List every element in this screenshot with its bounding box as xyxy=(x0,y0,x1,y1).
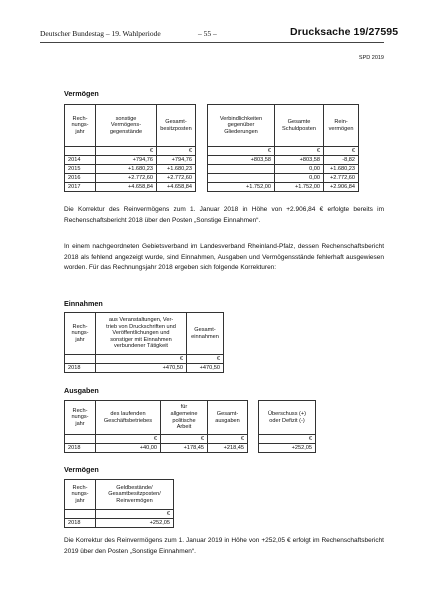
header-rule xyxy=(40,42,384,43)
unit-cell: € xyxy=(96,355,187,364)
table-header: Rech- nungs- jahr xyxy=(65,480,96,510)
table-ausgaben xyxy=(64,400,248,453)
table-row xyxy=(208,174,359,183)
paragraph: In einem nachgeordneten Gebietsverband im Landesverband Rheinland-Pfalz, dessen Rechenschaftsbericht 2018 als fehlend angezeigt wurde, sind Einnahmen, Ausgaben und Vermögensstände fehlerhaft ausgewiesen worden. Für das Rechnungsjahr 2018 ergeben sich folgende Korrekturen: xyxy=(64,243,384,271)
table-header: Gesamte Schuldposten xyxy=(275,105,324,147)
table-cell: 0,00 xyxy=(275,165,324,174)
table-cell: +470,50 xyxy=(96,364,187,373)
paragraph: Die Korrektur des Reinvermögens zum 1. Januar 2018 in Höhe von +2.906,84 € erfolgte bereits im Rechenschaftsbericht 2018 über den Posten „Sonstige Einnahmen“. xyxy=(64,206,384,224)
table-header: Rech- nungs- jahr xyxy=(65,313,96,355)
table-row xyxy=(65,165,196,174)
table-cell: +1.680,23 xyxy=(157,165,196,174)
table-cell: +1.752,00 xyxy=(208,183,275,192)
table-row xyxy=(65,183,196,192)
table-cell: 2014 xyxy=(65,156,96,165)
table-row xyxy=(65,444,248,453)
table-header: sonstige Vermögens- gegenstände xyxy=(96,105,157,147)
table-cell: +40,00 xyxy=(96,444,161,453)
section-heading-ausgaben: Ausgaben xyxy=(64,386,99,395)
table-row xyxy=(65,519,174,528)
table-header: Gesamt- ausgaben xyxy=(208,401,248,435)
table-header: Rein- vermögen xyxy=(324,105,359,147)
document-number: Drucksache 19/27595 xyxy=(290,26,399,38)
table-cell: +2.772,60 xyxy=(157,174,196,183)
unit-cell: € xyxy=(161,435,208,444)
table-header: Gesamt- besitzposten xyxy=(157,105,196,147)
table-cell: -8,82 xyxy=(324,156,359,165)
table-cell: +470,50 xyxy=(187,364,224,373)
table-cell: +1.680,23 xyxy=(324,165,359,174)
table-cell: 2018 xyxy=(65,444,96,453)
table-cell: +2.906,84 xyxy=(324,183,359,192)
table-vermoegen-schulden xyxy=(207,104,359,192)
table-cell: +794,76 xyxy=(96,156,157,165)
table-vermoegen-besitz xyxy=(64,104,196,192)
unit-cell: € xyxy=(96,435,161,444)
table-cell: 2016 xyxy=(65,174,96,183)
table-header: aus Veranstaltungen, Ver- trieb von Druckschriften und Veröffentlichungen und sonstiger mit Einnahmen verbundener Tätigkeit xyxy=(96,313,187,355)
party-label: SPD 2019 xyxy=(358,55,384,61)
unit-cell: € xyxy=(157,147,196,156)
table-header: Verbindlichkeiten gegenüber Gliederungen xyxy=(208,105,275,147)
table-cell: 2015 xyxy=(65,165,96,174)
table-vermoegen-2018 xyxy=(64,479,174,528)
unit-cell: € xyxy=(208,147,275,156)
table-einnahmen xyxy=(64,312,224,373)
page-number: – 55 – xyxy=(198,29,217,38)
unit-cell: € xyxy=(187,355,224,364)
table-row xyxy=(65,174,196,183)
table-cell: +1.680,23 xyxy=(96,165,157,174)
section-heading-vermoegen: Vermögen xyxy=(64,89,99,98)
table-header: Überschuss (+) oder Defizit (-) xyxy=(259,401,316,435)
table-row xyxy=(65,364,224,373)
table-cell: +1.752,00 xyxy=(275,183,324,192)
table-header: Rech- nungs- jahr xyxy=(65,105,96,147)
table-cell: +2.772,60 xyxy=(324,174,359,183)
table-cell: +218,45 xyxy=(208,444,248,453)
unit-cell: € xyxy=(324,147,359,156)
section-heading-einnahmen: Einnahmen xyxy=(64,299,103,308)
table-cell: +252,05 xyxy=(259,444,316,453)
unit-cell: € xyxy=(275,147,324,156)
table-row xyxy=(208,165,359,174)
table-cell: +4.658,84 xyxy=(157,183,196,192)
unit-cell: € xyxy=(96,147,157,156)
table-cell: 2018 xyxy=(65,519,96,528)
table-cell: +794,76 xyxy=(157,156,196,165)
table-cell: 2017 xyxy=(65,183,96,192)
table-ueberschuss xyxy=(258,400,316,453)
table-row xyxy=(259,444,316,453)
table-cell: +178,45 xyxy=(161,444,208,453)
table-cell xyxy=(208,174,275,183)
table-cell xyxy=(65,355,96,364)
table-cell: +803,58 xyxy=(208,156,275,165)
table-cell xyxy=(65,147,96,156)
table-row xyxy=(208,156,359,165)
table-cell: +803,58 xyxy=(275,156,324,165)
table-header: des laufenden Geschäftsbetriebes xyxy=(96,401,161,435)
table-header: Gesamt- einnahmen xyxy=(187,313,224,355)
table-header: Geldbestände/ Gesamtbesitzposten/ Reinvermögen xyxy=(96,480,174,510)
table-header: Rech- nungs- jahr xyxy=(65,401,96,435)
unit-cell: € xyxy=(96,510,174,519)
table-cell xyxy=(65,435,96,444)
header-left: Deutscher Bundestag – 19. Wahlperiode xyxy=(40,29,161,38)
unit-cell: € xyxy=(208,435,248,444)
section-heading-vermoegen: Vermögen xyxy=(64,465,99,474)
table-header: für allgemeine politische Arbeit xyxy=(161,401,208,435)
table-cell xyxy=(65,510,96,519)
table-row xyxy=(208,183,359,192)
table-row xyxy=(65,156,196,165)
table-cell: 2018 xyxy=(65,364,96,373)
table-cell: +252,05 xyxy=(96,519,174,528)
table-cell xyxy=(208,165,275,174)
unit-cell: € xyxy=(259,435,316,444)
table-cell: +2.772,60 xyxy=(96,174,157,183)
paragraph: Die Korrektur des Reinvermögens zum 1. Januar 2019 in Höhe von +252,05 € erfolgt im Rechenschaftsbericht 2019 über den Posten „Sonstige Einnahmen“. xyxy=(64,537,384,555)
table-cell: +4.658,84 xyxy=(96,183,157,192)
table-cell: 0,00 xyxy=(275,174,324,183)
